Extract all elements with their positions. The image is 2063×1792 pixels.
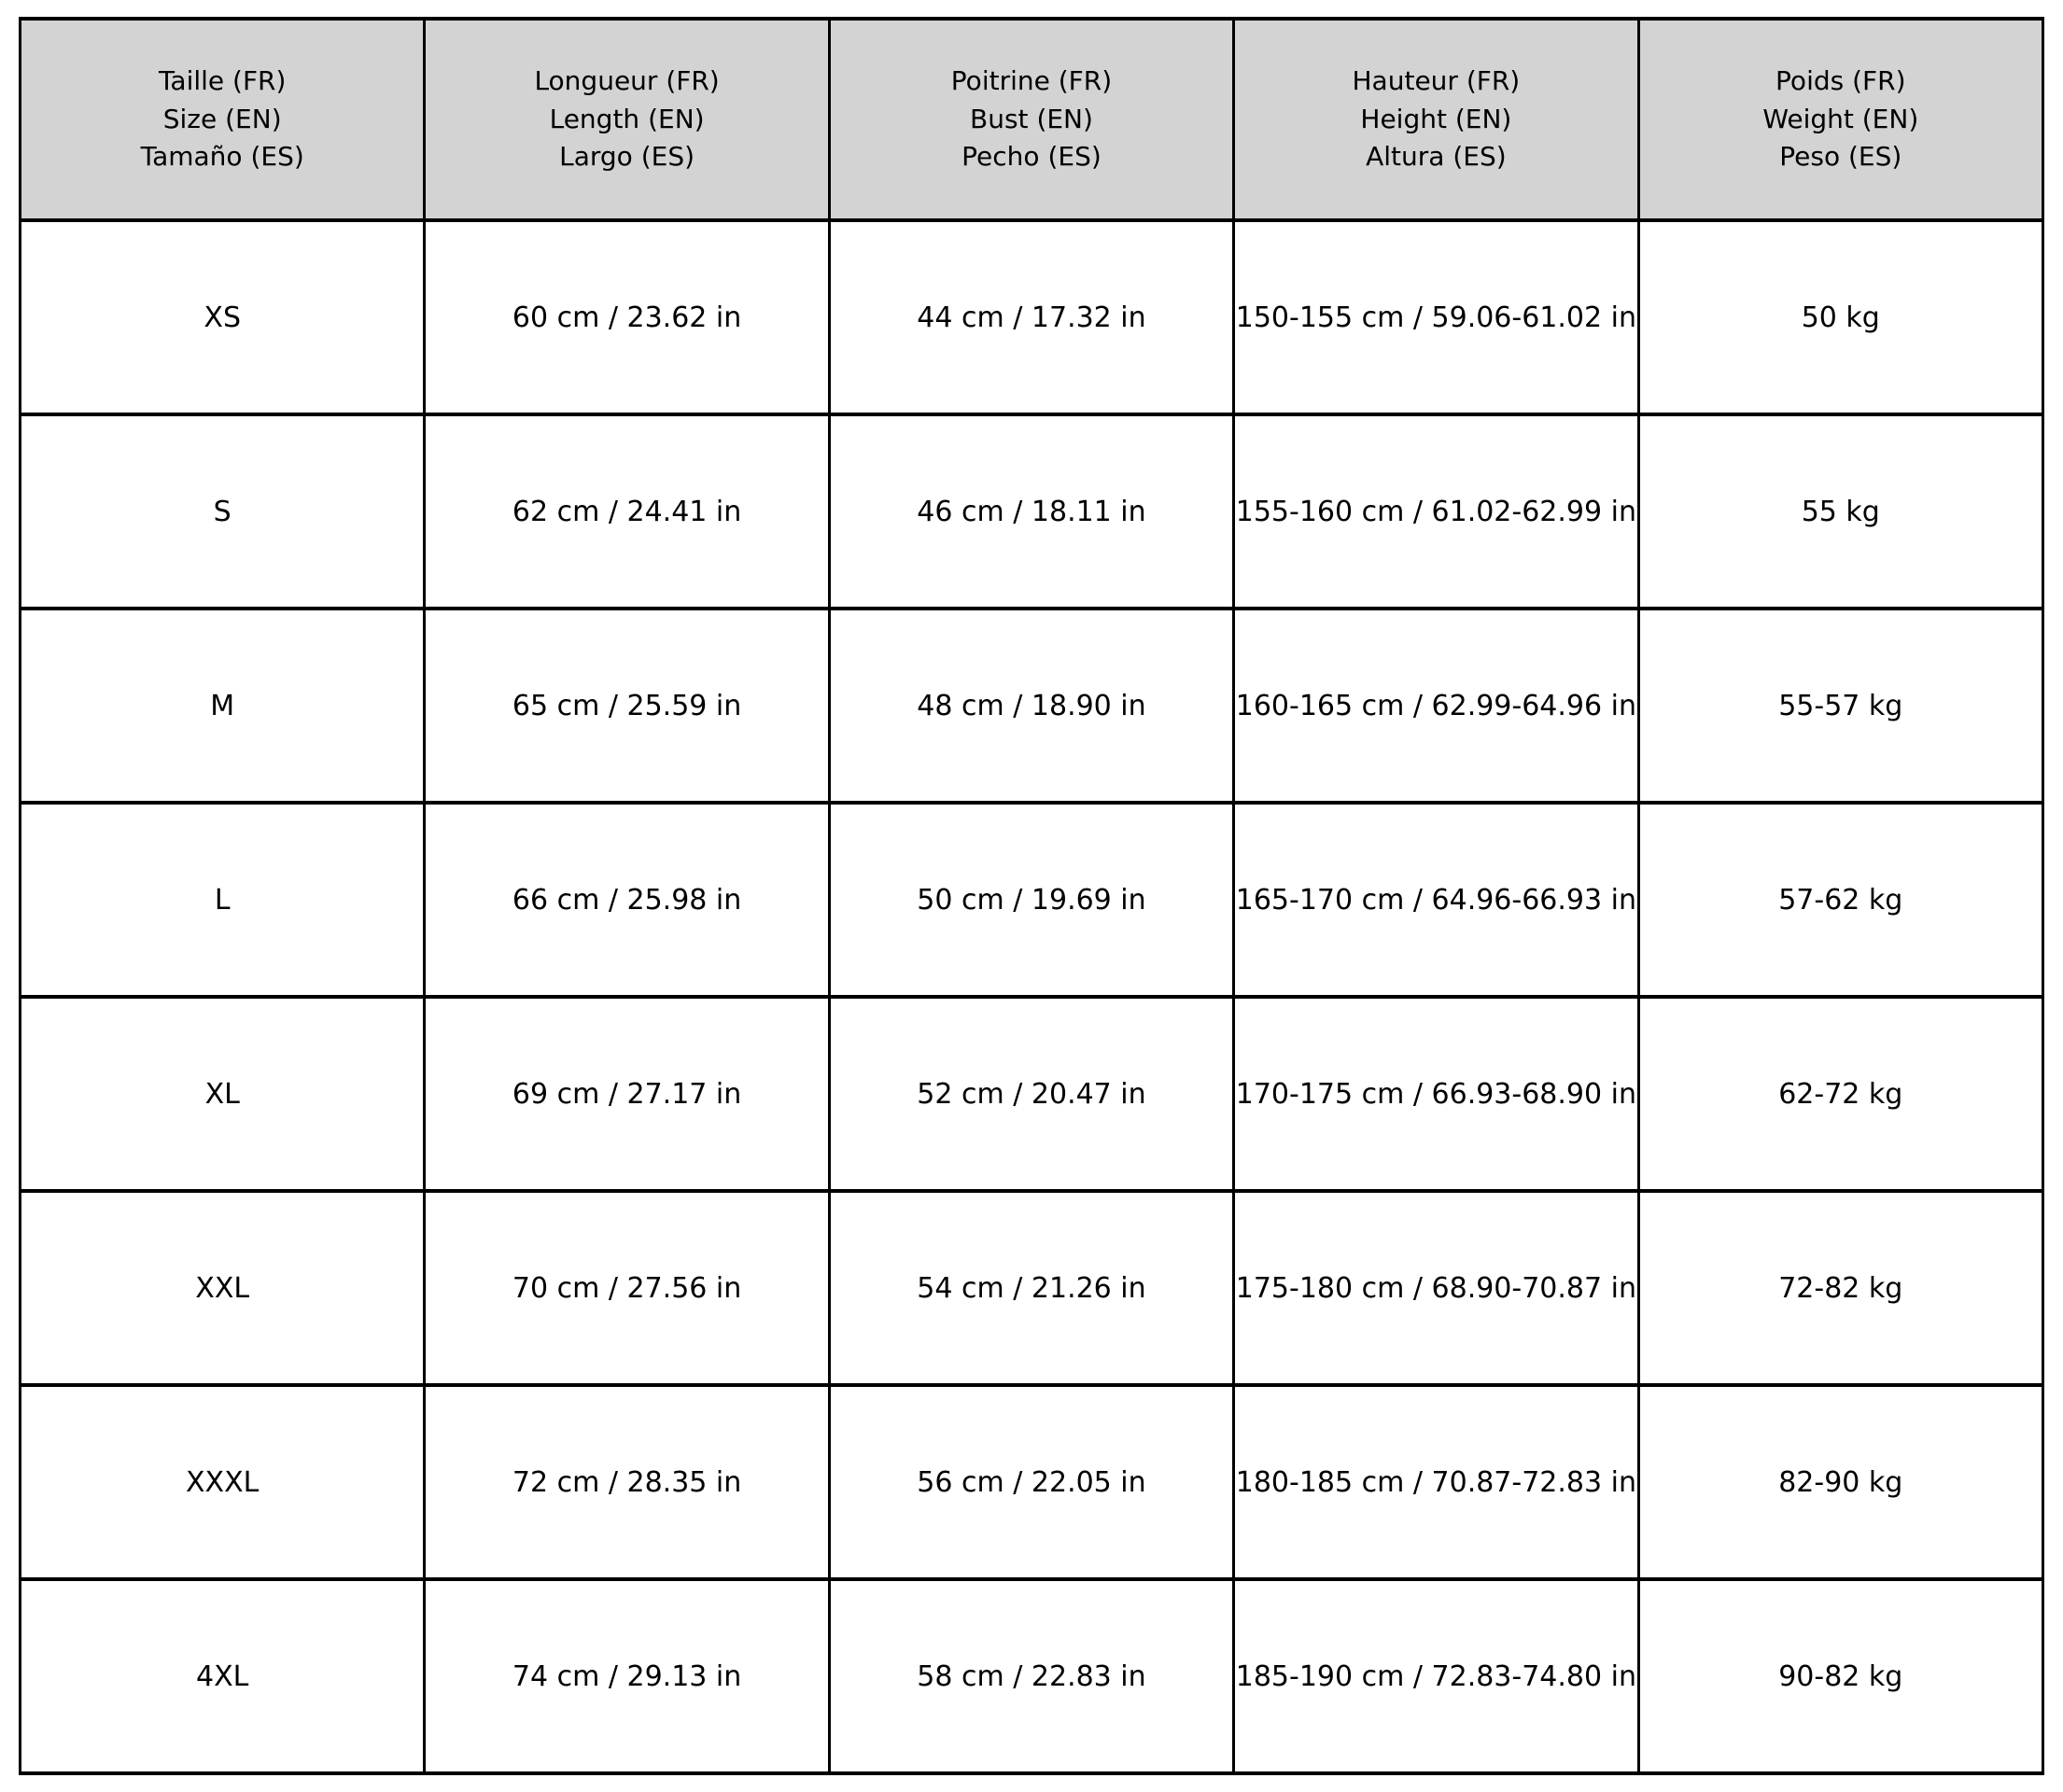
header-height-fr: Hauteur (FR) <box>1352 65 1521 97</box>
cell-bust: 56 cm / 22.05 in <box>829 1385 1233 1579</box>
cell-size: L <box>21 803 425 997</box>
cell-length: 62 cm / 24.41 in <box>425 414 829 609</box>
cell-bust: 46 cm / 18.11 in <box>829 414 1233 609</box>
header-size-fr: Taille (FR) <box>158 65 287 97</box>
cell-height: 165-170 cm / 64.96-66.93 in <box>1234 803 1638 997</box>
cell-bust: 58 cm / 22.83 in <box>829 1579 1233 1773</box>
column-header-bust <box>829 19 1233 220</box>
cell-size: S <box>21 414 425 609</box>
cell-bust: 54 cm / 21.26 in <box>829 1191 1233 1385</box>
cell-weight: 55 kg <box>1638 414 2042 609</box>
cell-weight: 90-82 kg <box>1638 1579 2042 1773</box>
table-row-xxl <box>21 1191 2043 1385</box>
header-weight-en: Weight (EN) <box>1762 103 1919 134</box>
column-header-weight <box>1638 19 2042 220</box>
cell-height: 185-190 cm / 72.83-74.80 in <box>1234 1579 1638 1773</box>
table-body <box>21 220 2043 1773</box>
header-length-fr: Longueur (FR) <box>534 65 720 97</box>
cell-weight: 55-57 kg <box>1638 609 2042 803</box>
cell-height: 175-180 cm / 68.90-70.87 in <box>1234 1191 1638 1385</box>
table-row-xs <box>21 220 2043 414</box>
cell-height: 150-155 cm / 59.06-61.02 in <box>1234 220 1638 414</box>
cell-weight: 57-62 kg <box>1638 803 2042 997</box>
cell-weight: 72-82 kg <box>1638 1191 2042 1385</box>
cell-weight: 62-72 kg <box>1638 997 2042 1191</box>
table-row-xl <box>21 997 2043 1191</box>
cell-length: 69 cm / 27.17 in <box>425 997 829 1191</box>
column-header-size <box>21 19 425 220</box>
cell-height: 160-165 cm / 62.99-64.96 in <box>1234 609 1638 803</box>
table-row-s <box>21 414 2043 609</box>
table-row-xxxl <box>21 1385 2043 1579</box>
table-row <box>21 19 2043 220</box>
cell-height: 170-175 cm / 66.93-68.90 in <box>1234 997 1638 1191</box>
header-length-en: Length (EN) <box>549 103 705 134</box>
cell-weight: 82-90 kg <box>1638 1385 2042 1579</box>
cell-length: 70 cm / 27.56 in <box>425 1191 829 1385</box>
table-row-m <box>21 609 2043 803</box>
header-size-es: Tamaño (ES) <box>140 141 304 173</box>
header-bust-fr: Poitrine (FR) <box>950 65 1113 97</box>
cell-size: XXXL <box>21 1385 425 1579</box>
header-weight-es: Peso (ES) <box>1779 141 1902 173</box>
cell-bust: 52 cm / 20.47 in <box>829 997 1233 1191</box>
cell-bust: 50 cm / 19.69 in <box>829 803 1233 997</box>
cell-size: XL <box>21 997 425 1191</box>
cell-height: 155-160 cm / 61.02-62.99 in <box>1234 414 1638 609</box>
column-header-length <box>425 19 829 220</box>
header-bust-es: Pecho (ES) <box>961 141 1102 173</box>
cell-length: 65 cm / 25.59 in <box>425 609 829 803</box>
cell-bust: 48 cm / 18.90 in <box>829 609 1233 803</box>
header-height-en: Height (EN) <box>1360 103 1512 134</box>
size-chart-table <box>19 17 2044 1775</box>
header-bust-en: Bust (EN) <box>970 103 1093 134</box>
cell-size: 4XL <box>21 1579 425 1773</box>
table-header-row <box>21 19 2043 220</box>
cell-length: 74 cm / 29.13 in <box>425 1579 829 1773</box>
cell-size: XS <box>21 220 425 414</box>
cell-weight: 50 kg <box>1638 220 2042 414</box>
cell-length: 66 cm / 25.98 in <box>425 803 829 997</box>
header-weight-fr: Poids (FR) <box>1775 65 1906 97</box>
table-row-l <box>21 803 2043 997</box>
header-length-es: Largo (ES) <box>559 141 695 173</box>
header-height-es: Altura (ES) <box>1366 141 1507 173</box>
cell-length: 72 cm / 28.35 in <box>425 1385 829 1579</box>
cell-height: 180-185 cm / 70.87-72.83 in <box>1234 1385 1638 1579</box>
cell-bust: 44 cm / 17.32 in <box>829 220 1233 414</box>
header-size-en: Size (EN) <box>162 103 282 134</box>
cell-size: XXL <box>21 1191 425 1385</box>
column-header-height <box>1234 19 1638 220</box>
cell-size: M <box>21 609 425 803</box>
cell-length: 60 cm / 23.62 in <box>425 220 829 414</box>
